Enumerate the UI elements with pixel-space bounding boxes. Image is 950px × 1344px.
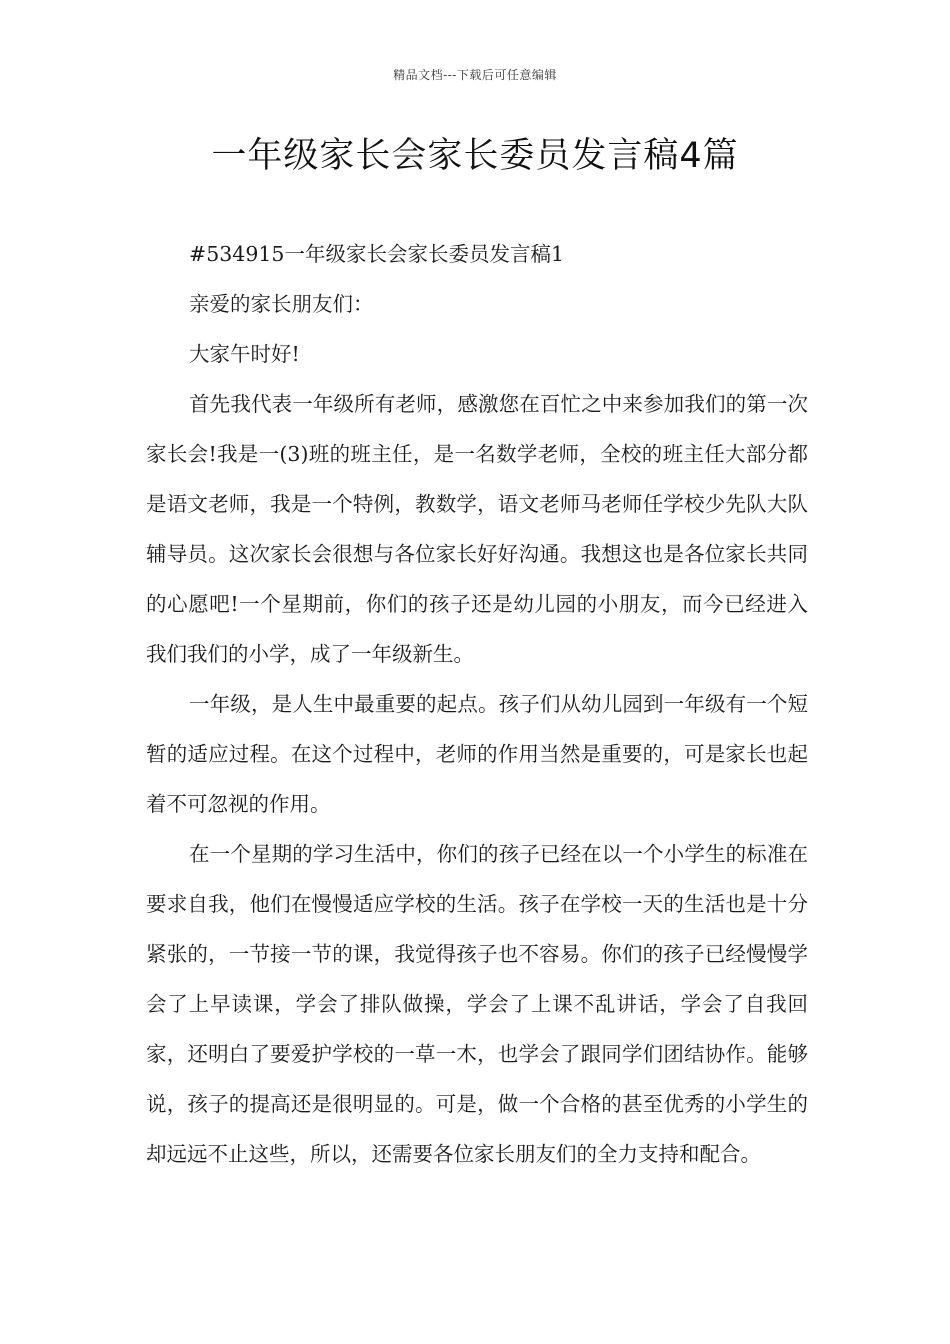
paragraph-salutation: 大家午时好!: [189, 342, 300, 366]
paragraph-greeting: 亲爱的家长朋友们：: [189, 292, 374, 316]
document-title: 一年级家长会家长委员发言稿4篇: [211, 136, 739, 176]
paragraph-heading: #534915一年级家长会家长委员发言稿1: [189, 242, 565, 266]
paragraph: 一年级，是人生中最重要的起点。孩子们从幼儿园到一年级有一个短暂的适应过程。在这个过程中，老师的作用当然是重要的，可是家长也起着不可忽视的作用。: [146, 692, 808, 816]
paragraph: 在一个星期的学习生活中，你们的孩子已经在以一个小学生的标准在要求自我，他们在慢慢适应学校的生活。孩子在学校一天的生活也是十分紧张的，一节接一节的课，我觉得孩子也不容易。你们的孩子已经慢慢学会了上早读课，学会了排队做操，学会了上课不乱讲话，学会了自我回家，还明白了要爱护学校的一草一木，也学会了跟同学们团结协作。能够说，孩子的提高还是很明显的。可是，做一个合格的甚至优秀的小学生的却远远不止这些，所以，还需要各位家长朋友们的全力支持和配合。: [146, 842, 808, 1166]
paragraph: 首先我代表一年级所有老师，感激您在百忙之中来参加我们的第一次家长会!我是一(3)班的班主任，是一名数学老师，全校的班主任大部分都是语文老师，我是一个特例，教数学，语文老师马老师任学校少先队大队辅导员。这次家长会很想与各位家长好好沟通。我想这也是各位家长共同的心愿吧!一个星期前，你们的孩子还是幼儿园的小朋友，而今已经进入我们我们的小学，成了一年级新生。: [146, 392, 808, 666]
document-body: [146, 229, 808, 1179]
header-note: 精品文档---下载后可任意编辑: [393, 68, 557, 82]
